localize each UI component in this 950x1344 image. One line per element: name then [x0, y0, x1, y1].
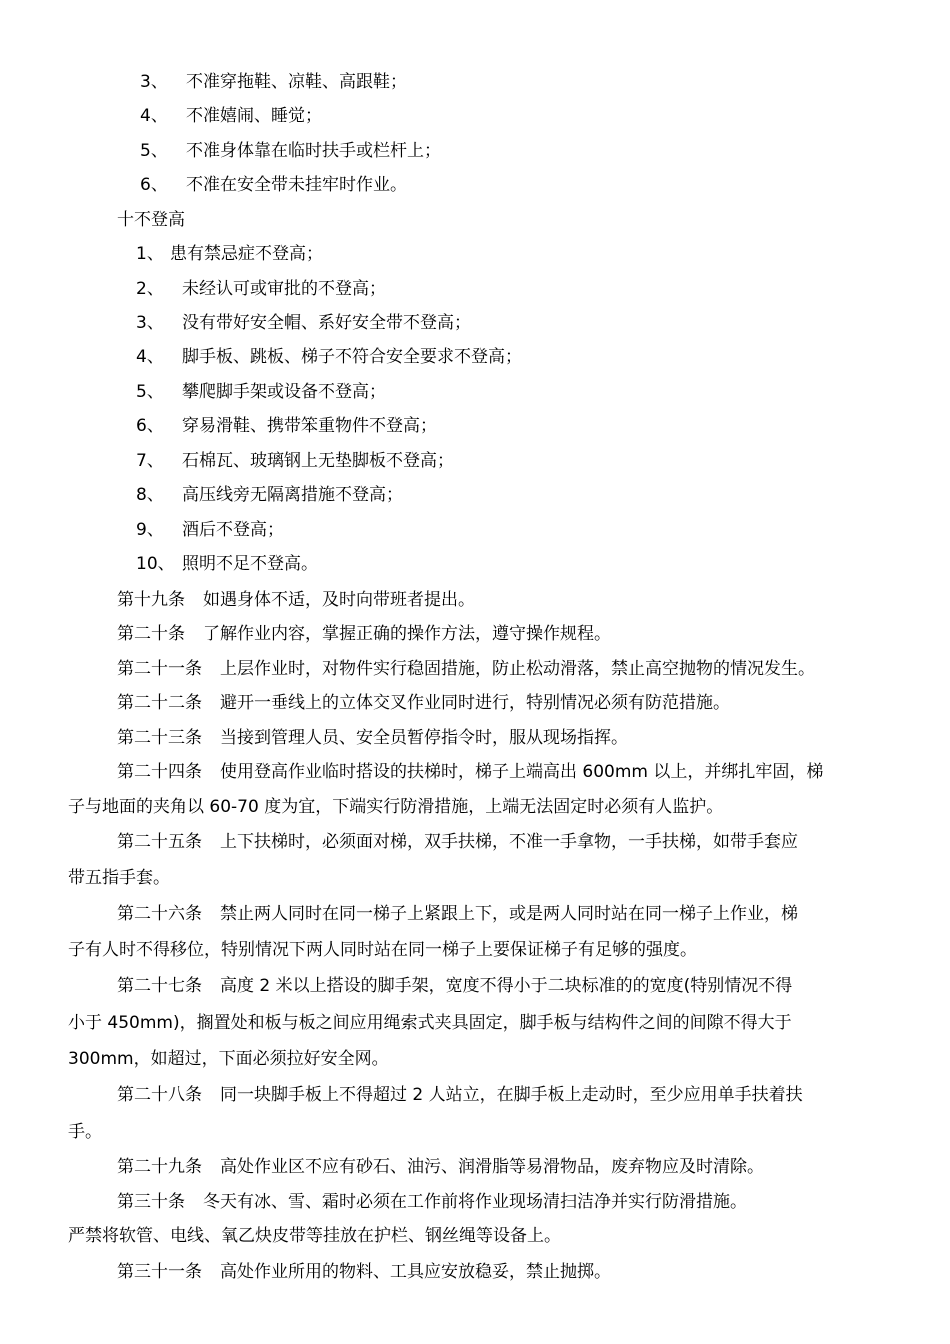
article-26 — [117, 902, 798, 926]
article-continuation: 300mm，如超过，下面必须拉好安全网。 — [68, 1049, 389, 1069]
article-30 — [117, 1190, 747, 1214]
section-heading: 十不登高 — [117, 210, 185, 230]
list-number: 4、 — [136, 347, 164, 367]
article-text: 使用登高作业临时搭设的扶梯时，梯子上端高出 600mm 以上，并绑扎牢固，梯 — [220, 762, 824, 782]
list-text: 未经认可或审批的不登高； — [182, 279, 386, 299]
article-21 — [117, 657, 815, 681]
article-label: 第二十二条 — [117, 693, 202, 713]
list-number: 6、 — [136, 416, 164, 436]
list-text: 脚手板、跳板、梯子不符合安全要求不登高； — [182, 347, 522, 367]
article-continuation: 手。 — [68, 1122, 102, 1142]
article-29 — [117, 1155, 764, 1179]
article-label: 第二十八条 — [117, 1085, 202, 1105]
list-text: 没有带好安全帽、系好安全带不登高； — [182, 313, 471, 333]
article-text: 当接到管理人员、安全员暂停指令时，服从现场指挥。 — [220, 728, 628, 748]
article-text: 了解作业内容，掌握正确的操作方法，遵守操作规程。 — [203, 624, 611, 644]
article-label: 第二十四条 — [117, 762, 202, 782]
article-continuation: 子与地面的夹角以 60-70 度为宜，下端实行防滑措施，上端无法固定时必须有人监护。 — [68, 797, 724, 817]
list-number: 8、 — [136, 485, 164, 505]
list-text: 患有禁忌症不登高； — [170, 244, 323, 264]
list-number: 5、 — [140, 141, 168, 161]
article-continuation: 小于 450mm)，搁置处和板与板之间应用绳索式夹具固定，脚手板与结构件之间的间隙不得大于 — [68, 1013, 792, 1033]
article-text: 同一块脚手板上不得超过 2 人站立，在脚手板上走动时，至少应用单手扶着扶 — [220, 1085, 803, 1105]
article-continuation: 带五指手套。 — [68, 868, 170, 888]
list-number: 7、 — [136, 451, 164, 471]
list-text: 高压线旁无隔离措施不登高； — [182, 485, 403, 505]
article-label: 第二十三条 — [117, 728, 202, 748]
article-label: 第二十九条 — [117, 1157, 202, 1177]
list-text: 不准身体靠在临时扶手或栏杆上； — [186, 141, 441, 161]
article-continuation: 子有人时不得移位，特别情况下两人同时站在同一梯子上要保证梯子有足够的强度。 — [68, 940, 697, 960]
article-19 — [117, 588, 475, 612]
article-continuation: 严禁将软管、电线、氧乙炔皮带等挂放在护栏、钢丝绳等设备上。 — [68, 1226, 561, 1246]
article-27 — [117, 974, 792, 998]
list-text: 石棉瓦、玻璃钢上无垫脚板不登高； — [182, 451, 454, 471]
list-text: 不准在安全带未挂牢时作业。 — [186, 175, 407, 195]
list-number: 2、 — [136, 279, 164, 299]
list-number: 4、 — [140, 106, 168, 126]
article-20 — [117, 622, 611, 646]
list-text: 酒后不登高； — [182, 520, 284, 540]
list-number: 6、 — [140, 175, 168, 195]
list-text: 不准穿拖鞋、凉鞋、高跟鞋； — [186, 72, 407, 92]
article-label: 第十九条 — [117, 590, 185, 610]
article-text: 上层作业时，对物件实行稳固措施，防止松动滑落，禁止高空抛物的情况发生。 — [220, 659, 815, 679]
article-label: 第三十一条 — [117, 1262, 202, 1282]
list-text: 穿易滑鞋、携带笨重物件不登高； — [182, 416, 437, 436]
article-31 — [117, 1260, 611, 1284]
article-text: 高处作业区不应有砂石、油污、润滑脂等易滑物品，废弃物应及时清除。 — [220, 1157, 764, 1177]
list-number: 3、 — [140, 72, 168, 92]
article-23 — [117, 726, 628, 750]
list-number: 10、 — [136, 554, 175, 574]
article-24 — [117, 760, 823, 784]
list-number: 1、 — [136, 244, 164, 264]
list-number: 3、 — [136, 313, 164, 333]
article-22 — [117, 691, 730, 715]
article-label: 第二十一条 — [117, 659, 202, 679]
article-text: 上下扶梯时，必须面对梯，双手扶梯，不准一手拿物，一手扶梯，如带手套应 — [220, 832, 798, 852]
article-text: 禁止两人同时在同一梯子上紧跟上下，或是两人同时站在同一梯子上作业，梯 — [220, 904, 798, 924]
article-28 — [117, 1083, 803, 1107]
article-label: 第二十六条 — [117, 904, 202, 924]
article-25 — [117, 830, 798, 854]
article-label: 第三十条 — [117, 1192, 185, 1212]
list-text: 不准嬉闹、睡觉； — [186, 106, 322, 126]
article-text: 冬天有冰、雪、霜时必须在工作前将作业现场清扫洁净并实行防滑措施。 — [203, 1192, 747, 1212]
article-label: 第二十五条 — [117, 832, 202, 852]
article-text: 如遇身体不适，及时向带班者提出。 — [203, 590, 475, 610]
article-label: 第二十七条 — [117, 976, 202, 996]
article-text: 高处作业所用的物料、工具应安放稳妥，禁止抛掷。 — [220, 1262, 611, 1282]
list-number: 9、 — [136, 520, 164, 540]
list-number: 5、 — [136, 382, 164, 402]
article-text: 避开一垂线上的立体交叉作业同时进行，特别情况必须有防范措施。 — [220, 693, 730, 713]
list-text: 照明不足不登高。 — [182, 554, 318, 574]
list-text: 攀爬脚手架或设备不登高； — [182, 382, 386, 402]
article-label: 第二十条 — [117, 624, 185, 644]
article-text: 高度 2 米以上搭设的脚手架，宽度不得小于二块标准的的宽度(特别情况不得 — [220, 976, 793, 996]
